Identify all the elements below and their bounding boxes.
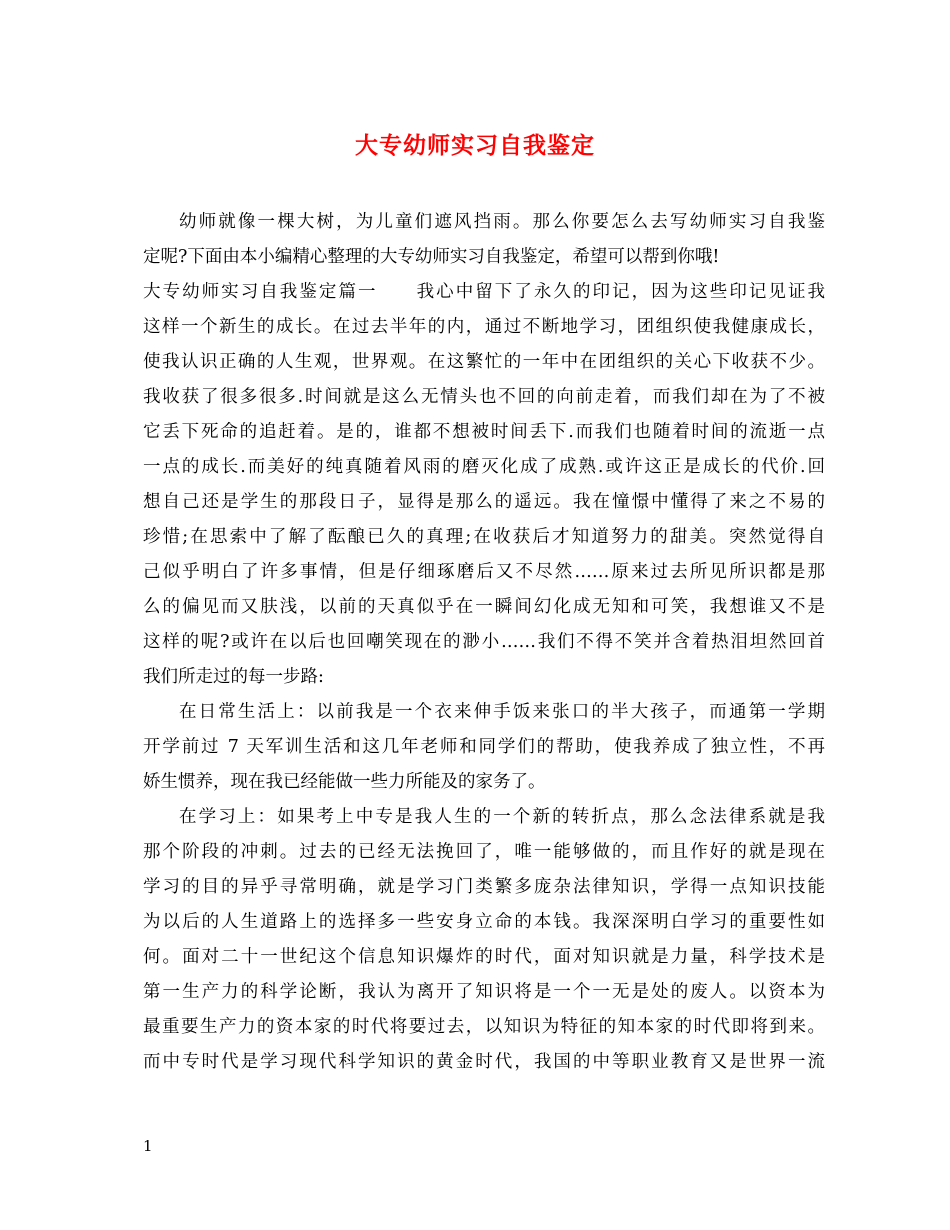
paragraph-line: 我收获了很多很多.时间就是这么无情头也不回的向前走着，而我们却在为了不被 <box>143 387 825 407</box>
paragraph-line: 我们所走过的每一步路: <box>143 667 324 687</box>
paragraph-line: 么的偏见而又肤浅，以前的天真似乎在一瞬间幻化成无知和可笑，我想谁又不是 <box>143 597 825 617</box>
paragraph-line: 定呢?下面由本小编精心整理的大专幼师实习自我鉴定，希望可以帮到你哦! <box>143 247 720 267</box>
paragraph-line: 这样的呢?或许在以后也回嘲笑现在的渺小……我们不得不笑并含着热泪坦然回首 <box>143 632 825 652</box>
paragraph-line: 何。面对二十一世纪这个信息知识爆炸的时代，面对知识就是力量，科学技术是 <box>143 947 825 967</box>
paragraph-line: 第一生产力的科学论断，我认为离开了知识将是一个一无是处的废人。以资本为 <box>143 982 825 1002</box>
document-body <box>143 205 825 1080</box>
paragraph-line: 大专幼师实习自我鉴定篇一 我心中留下了永久的印记，因为这些印记见证我 <box>143 282 825 302</box>
paragraph-line: 而中专时代是学习现代科学知识的黄金时代，我国的中等职业教育又是世界一流 <box>143 1052 825 1072</box>
paragraph-line: 想自己还是学生的那段日子，显得是那么的遥远。我在憧憬中懂得了来之不易的 <box>143 492 825 512</box>
document-title: 大专幼师实习自我鉴定 <box>355 132 595 159</box>
paragraph-line: 娇生惯养，现在我已经能做一些力所能及的家务了。 <box>143 772 546 792</box>
paragraph-line: 一点的成长.而美好的纯真随着风雨的磨灭化成了成熟.或许这正是成长的代价.回 <box>143 457 825 477</box>
paragraph-line: 它丢下死命的追赶着。是的，谁都不想被时间丢下.而我们也随着时间的流逝一点 <box>143 422 825 442</box>
paragraph-line: 那个阶段的冲刺。过去的已经无法挽回了，唯一能够做的，而且作好的就是现在 <box>143 842 825 862</box>
paragraph-line: 为以后的人生道路上的选择多一些安身立命的本钱。我深深明白学习的重要性如 <box>143 912 825 932</box>
paragraph-line: 在学习上：如果考上中专是我人生的一个新的转折点，那么念法律系就是我 <box>179 807 825 827</box>
paragraph-line: 开学前过 7 天军训生活和这几年老师和同学们的帮助，使我养成了独立性，不再 <box>143 737 825 757</box>
paragraph-line: 珍惜;在思索中了解了酝酿已久的真理;在收获后才知道努力的甜美。突然觉得自 <box>143 527 825 547</box>
page-number: 1 <box>143 1137 153 1155</box>
paragraph-line: 幼师就像一棵大树，为儿童们遮风挡雨。那么你要怎么去写幼师实习自我鉴 <box>179 212 825 232</box>
paragraph-line: 使我认识正确的人生观，世界观。在这繁忙的一年中在团组织的关心下收获不少。 <box>143 352 825 372</box>
paragraph-line: 学习的目的异乎寻常明确，就是学习门类繁多庞杂法律知识，学得一点知识技能 <box>143 877 825 897</box>
paragraph-line: 在日常生活上：以前我是一个衣来伸手饭来张口的半大孩子，而通第一学期 <box>179 702 825 722</box>
paragraph-line: 这样一个新生的成长。在过去半年的内，通过不断地学习，团组织使我健康成长， <box>143 317 825 337</box>
paragraph-line: 己似乎明白了许多事情，但是仔细琢磨后又不尽然……原来过去所见所识都是那 <box>143 562 825 582</box>
paragraph-line: 最重要生产力的资本家的时代将要过去，以知识为特征的知本家的时代即将到来。 <box>143 1017 825 1037</box>
